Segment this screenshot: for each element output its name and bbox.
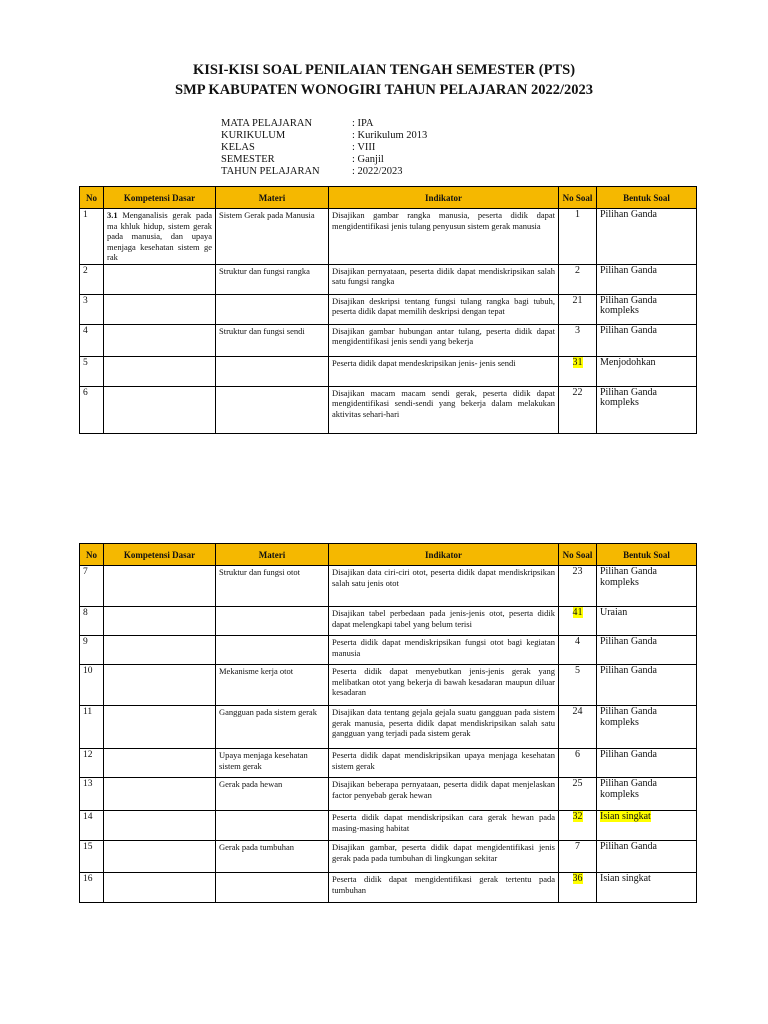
meta-row-year: TAHUN PELAJARAN : 2022/2023 xyxy=(221,166,403,177)
header-materi: Materi xyxy=(216,187,329,209)
bentuk-soal-value: Isian singkat xyxy=(600,873,651,884)
bentuk-soal-cell xyxy=(597,841,697,873)
indikator-cell: Disajikan gambar rangka manusia, peserta didik dapat mengidentifikasi jenis tulang penyusun sistem gerak manusia xyxy=(329,209,559,265)
header-no-soal: No Soal xyxy=(559,187,597,209)
materi-cell: Upaya menjaga kesehatan sistem gerak xyxy=(216,749,329,778)
no-soal-cell xyxy=(559,324,597,356)
table-row xyxy=(80,566,697,607)
bentuk-soal-value: Pilihan Ganda kompleks xyxy=(600,778,657,800)
bentuk-soal-cell xyxy=(597,566,697,607)
table-row xyxy=(80,811,697,841)
no-soal-cell xyxy=(559,778,597,811)
row-number: 4 xyxy=(80,324,104,356)
no-soal-cell xyxy=(559,841,597,873)
header-materi: Materi xyxy=(216,544,329,566)
kompetensi-dasar-cell xyxy=(104,636,216,665)
row-number: 6 xyxy=(80,386,104,433)
table-row xyxy=(80,778,697,811)
kompetensi-dasar-cell xyxy=(104,706,216,749)
bentuk-soal-cell xyxy=(597,778,697,811)
header-no-soal: No Soal xyxy=(559,544,597,566)
kompetensi-dasar-cell xyxy=(104,294,216,324)
no-soal-cell xyxy=(559,386,597,433)
kompetensi-dasar-cell xyxy=(104,324,216,356)
bentuk-soal-value: Menjodohkan xyxy=(600,356,656,368)
no-soal-cell xyxy=(559,811,597,841)
indikator-cell: Disajikan gambar hubungan antar tulang, peserta didik dapat mengidentifikasi jenis sendi yang bekerja xyxy=(329,324,559,356)
materi-cell: Gerak pada hewan xyxy=(216,778,329,811)
materi-cell: Struktur dan fungsi rangka xyxy=(216,264,329,294)
meta-row-semester: SEMESTER : Ganjil xyxy=(221,154,384,165)
no-soal-value: 5 xyxy=(575,665,580,676)
row-number: 15 xyxy=(80,841,104,873)
table-row xyxy=(80,636,697,665)
materi-cell: Gangguan pada sistem gerak xyxy=(216,706,329,749)
kompetensi-dasar-cell xyxy=(104,873,216,903)
no-soal-cell xyxy=(559,873,597,903)
no-soal-value: 41 xyxy=(572,607,583,618)
kd-text: Menganalisis gerak pada ma khluk hidup, sistem gerak pada manusia, dan upaya menjaga kesehatan sistem ge rak xyxy=(107,210,212,262)
bentuk-soal-cell xyxy=(597,264,697,294)
meta-block xyxy=(221,118,427,178)
bentuk-soal-cell xyxy=(597,607,697,636)
indikator-cell: Disajikan data tentang gejala gejala suatu gangguan pada sistem gerak manusia, peserta didik dapat mendiskripsikan salah satu gangguan yang terjadi pada sistem gerak xyxy=(329,706,559,749)
materi-cell xyxy=(216,294,329,324)
materi-cell xyxy=(216,873,329,903)
no-soal-value: 21 xyxy=(572,294,583,306)
bentuk-soal-value: Isian singkat xyxy=(600,811,651,822)
table-row xyxy=(80,873,697,903)
bentuk-soal-cell xyxy=(597,665,697,706)
bentuk-soal-value: Pilihan Ganda xyxy=(600,324,657,336)
indikator-cell: Disajikan macam macam sendi gerak, peserta didik dapat mengidentifikasi sendi-sendi yang bekerja dalam melakukan aktivitas sehari-hari xyxy=(329,386,559,433)
indikator-cell: Disajikan tabel perbedaan pada jenis-jenis otot, peserta didik dapat melengkapi tabel yang belum terisi xyxy=(329,607,559,636)
row-number: 8 xyxy=(80,607,104,636)
row-number: 1 xyxy=(80,209,104,265)
indikator-cell: Peserta didik dapat mendiskripsikan fungsi otot bagi kegiatan manusia xyxy=(329,636,559,665)
header-bentuk-soal: Bentuk Soal xyxy=(597,187,697,209)
grid-table-1 xyxy=(79,186,697,434)
header-no: No xyxy=(80,187,104,209)
row-number: 7 xyxy=(80,566,104,607)
bentuk-soal-cell xyxy=(597,356,697,386)
bentuk-soal-value: Pilihan Ganda xyxy=(600,209,657,220)
meta-row-class: KELAS : VIII xyxy=(221,142,376,153)
no-soal-value: 32 xyxy=(572,811,583,822)
row-number: 12 xyxy=(80,749,104,778)
header-bentuk-soal: Bentuk Soal xyxy=(597,544,697,566)
kd-number: 3.1 xyxy=(107,210,118,220)
indikator-cell: Disajikan gambar, peserta didik dapat mengidentifikasi jenis gerak pada pada tumbuhan di lingkungan sekitar xyxy=(329,841,559,873)
bentuk-soal-value: Pilihan Ganda kompleks xyxy=(600,706,657,728)
bentuk-soal-value: Uraian xyxy=(600,607,628,618)
table-row xyxy=(80,294,697,324)
no-soal-value: 24 xyxy=(572,706,583,717)
kompetensi-dasar-cell xyxy=(104,264,216,294)
materi-cell: Gerak pada tumbuhan xyxy=(216,841,329,873)
table-row xyxy=(80,324,697,356)
bentuk-soal-cell xyxy=(597,749,697,778)
kompetensi-dasar-cell xyxy=(104,749,216,778)
kompetensi-dasar-cell xyxy=(104,566,216,607)
bentuk-soal-value: Pilihan Ganda xyxy=(600,636,657,647)
bentuk-soal-cell xyxy=(597,706,697,749)
indikator-cell: Peserta didik dapat mengidentifikasi gerak tertentu pada tumbuhan xyxy=(329,873,559,903)
table-row xyxy=(80,841,697,873)
materi-cell xyxy=(216,811,329,841)
no-soal-value: 25 xyxy=(572,778,583,789)
no-soal-cell xyxy=(559,749,597,778)
indikator-cell: Disajikan beberapa pernyataan, peserta didik dapat menjelaskan factor penyebab gerak hewan xyxy=(329,778,559,811)
materi-cell xyxy=(216,636,329,665)
table-row xyxy=(80,607,697,636)
no-soal-value: 22 xyxy=(572,386,583,398)
no-soal-value: 6 xyxy=(575,749,580,760)
no-soal-cell xyxy=(559,294,597,324)
indikator-cell: Peserta didik dapat mendiskripsikan cara gerak hewan pada masing-masing habitat xyxy=(329,811,559,841)
indikator-cell: Disajikan data ciri-ciri otot, peserta didik dapat mendiskripsikan salah satu jenis otot xyxy=(329,566,559,607)
table-row xyxy=(80,264,697,294)
materi-cell: Mekanisme kerja otot xyxy=(216,665,329,706)
no-soal-cell xyxy=(559,566,597,607)
no-soal-value: 7 xyxy=(575,841,580,852)
table-row xyxy=(80,749,697,778)
materi-cell: Struktur dan fungsi sendi xyxy=(216,324,329,356)
table-row xyxy=(80,356,697,386)
meta-row-subject: MATA PELAJARAN : IPA xyxy=(221,118,374,129)
table-row xyxy=(80,386,697,433)
grid-table-2 xyxy=(79,543,697,903)
no-soal-value: 1 xyxy=(575,209,580,220)
materi-cell: Sistem Gerak pada Manusia xyxy=(216,209,329,265)
header-kompetensi-dasar: Kompetensi Dasar xyxy=(104,544,216,566)
table-row xyxy=(80,209,697,265)
bentuk-soal-cell xyxy=(597,294,697,324)
header-no: No xyxy=(80,544,104,566)
row-number: 16 xyxy=(80,873,104,903)
row-number: 2 xyxy=(80,264,104,294)
bentuk-soal-value: Pilihan Ganda xyxy=(600,841,657,852)
no-soal-value: 31 xyxy=(572,356,583,368)
no-soal-cell xyxy=(559,607,597,636)
header-indikator: Indikator xyxy=(329,187,559,209)
kompetensi-dasar-cell xyxy=(104,607,216,636)
no-soal-value: 4 xyxy=(575,636,580,647)
kompetensi-dasar-cell xyxy=(104,386,216,433)
meta-row-curriculum: KURIKULUM : Kurikulum 2013 xyxy=(221,130,428,141)
row-number: 10 xyxy=(80,665,104,706)
bentuk-soal-value: Pilihan Ganda xyxy=(600,264,657,276)
no-soal-cell xyxy=(559,706,597,749)
document-title: KISI-KISI SOAL PENILAIAN TENGAH SEMESTER (PTS) xyxy=(192,62,576,78)
bentuk-soal-cell xyxy=(597,636,697,665)
no-soal-value: 3 xyxy=(575,324,580,336)
bentuk-soal-value: Pilihan Ganda kompleks xyxy=(600,566,657,588)
bentuk-soal-cell xyxy=(597,811,697,841)
no-soal-cell xyxy=(559,636,597,665)
header-indikator: Indikator xyxy=(329,544,559,566)
bentuk-soal-value: Pilihan Ganda xyxy=(600,749,657,760)
indikator-cell: Peserta didik dapat menyebutkan jenis-jenis gerak yang melibatkan otot yang bekerja di bawah kesadaran maupun diluar kesadaran xyxy=(329,665,559,706)
indikator-cell: Peserta didik dapat mendiskripsikan upaya menjaga kesehatan sistem gerak xyxy=(329,749,559,778)
indikator-cell: Disajikan deskripsi tentang fungsi tulang rangka bagi tubuh, peserta didik dapat memilih deskripsi dengan tepat xyxy=(329,294,559,324)
bentuk-soal-value: Pilihan Ganda xyxy=(600,665,657,676)
bentuk-soal-cell xyxy=(597,386,697,433)
kompetensi-dasar-cell xyxy=(104,209,216,265)
table-row xyxy=(80,665,697,706)
row-number: 5 xyxy=(80,356,104,386)
row-number: 13 xyxy=(80,778,104,811)
no-soal-value: 2 xyxy=(575,264,580,276)
row-number: 14 xyxy=(80,811,104,841)
materi-cell: Struktur dan fungsi otot xyxy=(216,566,329,607)
materi-cell xyxy=(216,607,329,636)
bentuk-soal-cell xyxy=(597,324,697,356)
table-header-row xyxy=(80,187,697,209)
no-soal-cell xyxy=(559,264,597,294)
table-row xyxy=(80,706,697,749)
bentuk-soal-cell xyxy=(597,209,697,265)
kompetensi-dasar-cell xyxy=(104,811,216,841)
no-soal-value: 36 xyxy=(572,873,583,884)
no-soal-value: 23 xyxy=(572,566,583,577)
bentuk-soal-value: Pilihan Ganda kompleks xyxy=(600,386,657,408)
row-number: 3 xyxy=(80,294,104,324)
header-kompetensi-dasar: Kompetensi Dasar xyxy=(104,187,216,209)
bentuk-soal-cell xyxy=(597,873,697,903)
document-subtitle: SMP KABUPATEN WONOGIRI TAHUN PELAJARAN 2022/2023 xyxy=(175,82,593,98)
materi-cell xyxy=(216,386,329,433)
table-header-row xyxy=(80,544,697,566)
no-soal-cell xyxy=(559,356,597,386)
kompetensi-dasar-cell xyxy=(104,841,216,873)
kompetensi-dasar-cell xyxy=(104,778,216,811)
indikator-cell: Peserta didik dapat mendeskripsikan jenis- jenis sendi xyxy=(329,356,559,386)
row-number: 9 xyxy=(80,636,104,665)
materi-cell xyxy=(216,356,329,386)
kompetensi-dasar-cell xyxy=(104,665,216,706)
no-soal-cell xyxy=(559,665,597,706)
no-soal-cell xyxy=(559,209,597,265)
indikator-cell: Disajikan pernyataan, peserta didik dapat mendiskripsikan salah satu fungsi rangka xyxy=(329,264,559,294)
bentuk-soal-value: Pilihan Ganda kompleks xyxy=(600,294,657,316)
kompetensi-dasar-cell xyxy=(104,356,216,386)
row-number: 11 xyxy=(80,706,104,749)
